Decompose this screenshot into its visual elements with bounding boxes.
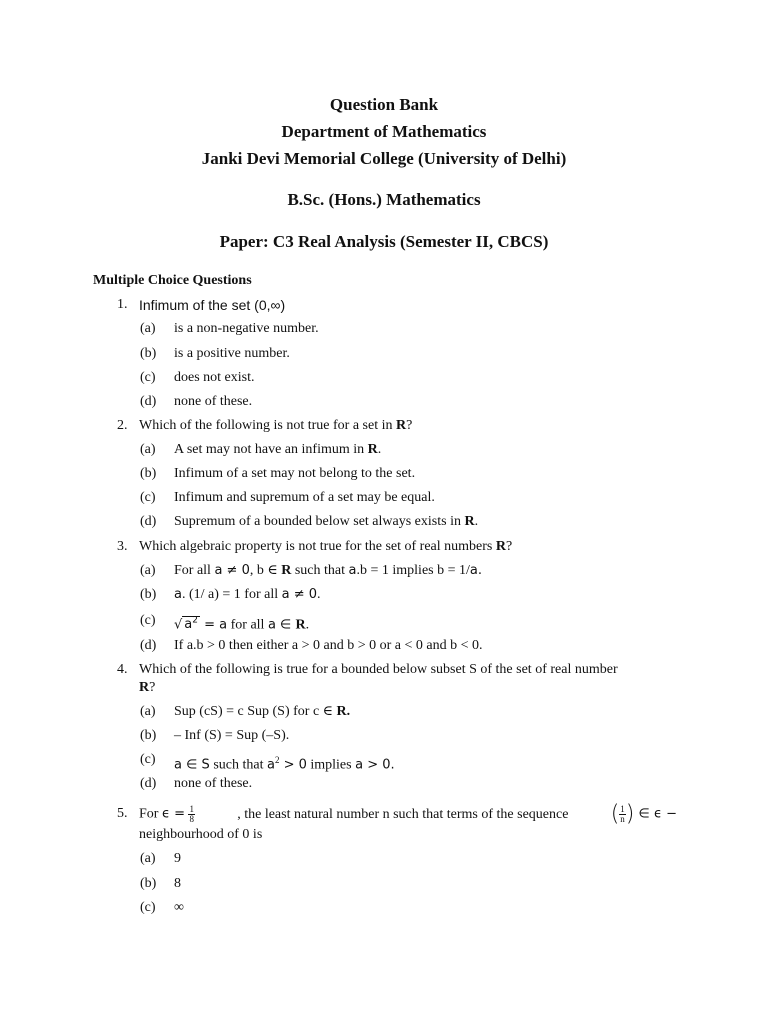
radicand (182, 616, 200, 632)
question-number: 4. (117, 662, 128, 677)
paper-name: Paper: C3 Real Analysis (Semester II, CBCS) (219, 232, 549, 251)
text-part: , the least natural number n such that terms of the sequence (237, 806, 569, 822)
section-title: Multiple Choice Questions (93, 273, 252, 288)
reals-symbol: R (139, 680, 150, 695)
question-text: Infimum of the set (0,∞) (139, 297, 286, 313)
department-name: Department of Mathematics (281, 122, 487, 141)
text-part: Which of the following is not true for a set in (139, 418, 396, 433)
text-part: for all (227, 617, 268, 633)
option-text: ∞ (174, 900, 184, 915)
text-part: ? (506, 539, 513, 554)
option-label: (a) (140, 442, 156, 457)
option-text: is a positive number. (174, 346, 290, 361)
option-label: (d) (140, 514, 157, 529)
question-number: 2. (117, 418, 128, 433)
math-expr: ∈ ϵ − (634, 806, 677, 822)
option-text (174, 586, 321, 604)
option-text: 8 (174, 876, 181, 891)
square-root (174, 612, 200, 634)
left-paren: ( (610, 801, 620, 827)
math-expr: a > 0. (355, 757, 395, 773)
option-label: (a) (140, 321, 156, 336)
math-expr: a (174, 587, 182, 602)
text-part: A set may not have an infimum in (174, 442, 368, 457)
question-text: Which of the following is true for a bounded below subset S of the set of real number (139, 662, 618, 677)
math-expr: > 0 (279, 757, 307, 773)
option-text (174, 612, 309, 634)
text-part: Which algebraic property is not true for the set of real numbers (139, 539, 496, 554)
college-name: Janki Devi Memorial College (University of Delhi) (201, 149, 567, 168)
option-label: (b) (140, 728, 157, 743)
text-part: For all (174, 563, 215, 578)
math-expr: a (348, 563, 357, 578)
option-text: 9 (174, 851, 181, 866)
option-text: – Inf (S) = Sup (–S). (174, 728, 290, 743)
option-label: (b) (140, 466, 157, 481)
option-text: Infimum of a set may not belong to the set. (174, 466, 416, 481)
option-label: (c) (140, 613, 156, 628)
question-number: 1. (117, 297, 128, 312)
option-label: (d) (140, 394, 157, 409)
math-expr: a ≠ 0 (214, 563, 250, 578)
fraction (188, 805, 195, 824)
math-expr: a. (469, 563, 482, 578)
text-part: ? (149, 680, 156, 695)
math-expr: a (266, 757, 275, 773)
option-label: (a) (140, 563, 156, 578)
option-label: (c) (140, 900, 156, 915)
radical-sign: √ (174, 617, 183, 633)
reals-symbol: R (295, 617, 306, 633)
question-text-line2 (139, 679, 155, 697)
question-text (139, 801, 677, 827)
option-label: (c) (140, 752, 156, 767)
exponent: 2 (274, 755, 280, 765)
text-part: such that (291, 563, 349, 578)
question-text (139, 538, 512, 556)
option-label: (c) (140, 370, 156, 385)
text-part: . (305, 617, 310, 633)
text-part: Sup (cS) = c Sup (S) for c ∈ (174, 704, 337, 719)
option-text (174, 513, 478, 531)
option-text: does not exist. (174, 370, 255, 385)
option-label: (b) (140, 346, 157, 361)
reals-symbol: R. (336, 704, 351, 719)
fraction-numerator: 1 (620, 804, 625, 814)
option-text (174, 751, 395, 775)
option-text: none of these. (174, 776, 253, 791)
epsilon-expr: ϵ = (161, 806, 185, 822)
question-number: 5. (117, 806, 128, 821)
fraction-denominator: n (620, 814, 625, 824)
fraction-numerator: 1 (189, 804, 194, 814)
reals-symbol: R (396, 418, 407, 433)
text-part (139, 805, 195, 824)
right-paren: ) (625, 801, 635, 827)
text-part: . (317, 587, 321, 602)
math-expr: a (184, 617, 193, 633)
option-text (174, 562, 482, 580)
option-text (174, 441, 381, 459)
option-text: If a.b > 0 then either a > 0 and b > 0 or a < 0 and b < 0. (174, 638, 483, 653)
option-label: (a) (140, 704, 156, 719)
option-label: (b) (140, 876, 157, 891)
reals-symbol: R (495, 539, 506, 554)
option-text: is a non-negative number. (174, 321, 319, 336)
math-expr: a ∈ (267, 617, 296, 633)
text-part: implies (306, 757, 356, 773)
option-label: (c) (140, 490, 156, 505)
reals-symbol: R (281, 563, 292, 578)
option-label: (a) (140, 851, 156, 866)
text-part: . (1/ a) = 1 for all (181, 587, 282, 602)
text-part: . (474, 514, 479, 529)
question-text (139, 417, 412, 435)
text-part: ? (406, 418, 413, 433)
math-expr: = a (200, 617, 228, 633)
option-label: (d) (140, 638, 157, 653)
option-text (174, 703, 350, 721)
fraction-denominator: 8 (189, 814, 194, 824)
option-label: (b) (140, 587, 157, 602)
question-number: 3. (117, 539, 128, 554)
text-part: For (139, 806, 162, 822)
text-part: , b ∈ (249, 563, 282, 578)
text-part: . (377, 442, 382, 457)
exponent: 2 (192, 616, 198, 626)
doc-title: Question Bank (329, 95, 439, 114)
option-label: (d) (140, 776, 157, 791)
course-name: B.Sc. (Hons.) Mathematics (287, 190, 481, 209)
question-text-line2: neighbourhood of 0 is (139, 827, 263, 842)
text-part: Supremum of a bounded below set always exists in (174, 514, 465, 529)
sequence-expr (610, 801, 677, 827)
reals-symbol: R (464, 514, 475, 529)
reals-symbol: R (367, 442, 378, 457)
option-text: none of these. (174, 394, 253, 409)
math-expr: a ∈ S (174, 757, 210, 773)
text-part: .b = 1 implies b = 1/ (356, 563, 470, 578)
option-text: Infimum and supremum of a set may be equal. (174, 490, 435, 505)
text-part: such that (209, 757, 267, 773)
math-expr: a ≠ 0 (281, 587, 318, 602)
